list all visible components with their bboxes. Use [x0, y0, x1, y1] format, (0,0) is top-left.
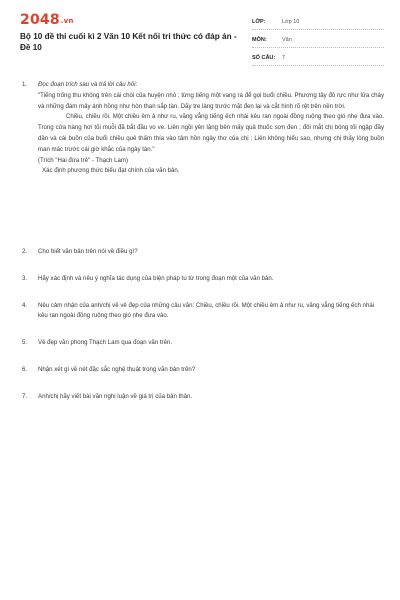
meta-value: Văn [282, 36, 292, 43]
question-text: Nhận xét gì về nét đặc sắc nghệ thuật trong văn bản trên? [38, 365, 196, 373]
document-title: Bộ 10 đề thi cuối kì 2 Văn 10 Kết nối tri thức có đáp án - Đề 10 [20, 32, 237, 52]
meta-label: LỚP: [252, 18, 266, 25]
question-list [22, 80, 384, 403]
question-number: 3. [22, 274, 28, 282]
question-item [22, 301, 384, 323]
question-item [22, 392, 384, 403]
logo-suffix: .vn [60, 17, 74, 25]
question-item [22, 365, 384, 376]
meta-row-count [252, 50, 384, 66]
meta-label: MÔN: [252, 36, 267, 43]
question-text: Anh/chị hãy viết bài văn nghị luận về giá trị của bản thân. [38, 392, 193, 400]
passage-source: (Trích "Hai đứa trẻ" - Thạch Lam) [38, 156, 129, 164]
meta-label: SỐ CÂU: [252, 54, 276, 61]
meta-value: Lớp 10 [282, 18, 300, 25]
question-text: Hãy xác định và nêu ý nghĩa tác dụng của biện pháp tu từ trong đoạn một của văn bản. [38, 274, 274, 282]
passage-paragraph: Chiều, chiều rồi. Một chiều êm ả như ru, văng vẳng tiếng ếch nhái kêu ran ngoài đồng ruộng theo gió nhẹ đưa vào. Trong cửa hàng hơi tối muỗi đã bắt đầu vo ve. Liên ngồi yên lặng bên mấy quả thuốc sơn đen ; đôi mắt chị bóng tối ngập đầy dần và cái buồn của buổi chiều quê thấm thía vào tâm hồn ngây thơ của chị ; Liên không hiểu sao, nhưng chị thấy lòng buồn man mác trước cái giờ khắc của ngày tàn." [38, 113, 384, 153]
question-text: Vẻ đẹp văn phong Thạch Lam qua đoạn văn trên. [38, 339, 173, 347]
question-item [22, 338, 384, 349]
question-number: 4. [22, 301, 28, 309]
question-text: Cho biết văn bản trên nói về điều gì? [38, 248, 138, 255]
question-item [22, 247, 384, 258]
question-number: 1. [22, 81, 28, 88]
question-text: Nêu cảm nhận của anh/chị về vẻ đẹp của những câu văn: Chiều, chiều rồi. Một chiều êm ả như ru, văng vẳng tiếng ếch nhái kêu ran ngoài đồng ruộng theo gió nhẹ đưa vào. [38, 301, 375, 320]
logo-text: 2048 [20, 12, 60, 28]
meta-value: 7 [282, 54, 286, 61]
site-logo[interactable] [20, 12, 74, 28]
meta-table [252, 14, 384, 66]
question-number: 6. [22, 365, 28, 373]
question-number: 2. [22, 248, 28, 255]
question-number: 5. [22, 339, 28, 347]
question-body [38, 80, 384, 231]
question-item [22, 274, 384, 285]
passage-paragraph: "Tiếng trống thu không trên cái chòi của huyện nhỏ ; từng tiếng một vang ra để gọi buổi chiều. Phương tây đỏ rực như lửa cháy và những đám mây ánh hồng như hòn than sắp tàn. Dãy tre làng trước mặt đen lại và cắt hình rõ rệt trên nền trời. [38, 91, 384, 110]
meta-row-subject [252, 32, 384, 48]
question-number: 7. [22, 392, 28, 400]
question-item [22, 80, 384, 231]
meta-row-class [252, 14, 384, 30]
question-task: Xác định phương thức biểu đạt chính của văn bản. [42, 167, 180, 175]
question-intro: Đọc đoạn trích sau và trả lời câu hỏi: [38, 81, 138, 88]
